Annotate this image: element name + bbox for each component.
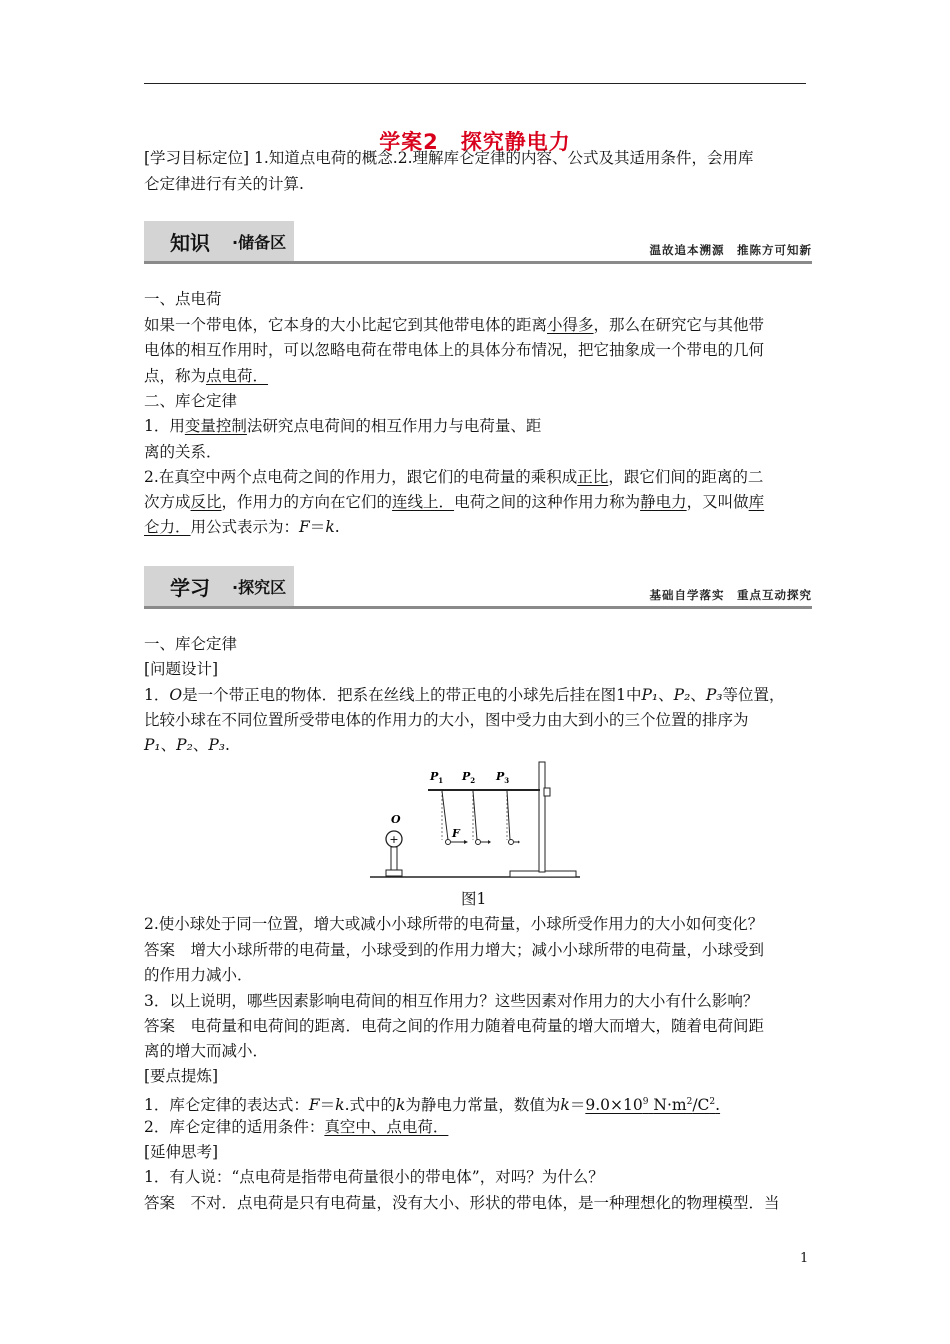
- label-extended-thinking: [延伸思考]: [144, 1143, 219, 1161]
- answer-blank: 连线上．: [392, 493, 455, 511]
- label-p1: $P_1$: [430, 770, 444, 785]
- stand-pole: [539, 762, 545, 872]
- heading-point-charge: 一、点电荷: [144, 290, 222, 308]
- label-key-points: [要点提炼]: [144, 1067, 219, 1085]
- ball-p3: [509, 840, 514, 845]
- figure-1-diagram: [370, 758, 580, 883]
- answer-blank: 静电力: [640, 493, 687, 511]
- banner-subtitle: ·储备区: [232, 233, 287, 252]
- answer-blank: 反比: [190, 493, 222, 511]
- banner-rule: [144, 261, 812, 264]
- paragraph-line: 比较小球在不同位置所受带电体的作用力的大小，图中受力由大到小的三个位置的排序为: [144, 711, 749, 729]
- thread-3: [507, 791, 510, 840]
- answer-blank: 正比: [577, 468, 609, 486]
- answer-line: 答案 电荷量和电荷间的距离．电荷之间的作用力随着电荷量的增大而增大，随着电荷间距: [144, 1017, 765, 1035]
- arrow-head-icon: [464, 840, 468, 844]
- paragraph-line: 3．以上说明，哪些因素影响电荷间的相互作用力？这些因素对作用力的大小有什么影响？: [144, 992, 759, 1010]
- arrow-head-icon: [488, 840, 491, 844]
- paragraph-line: 仑力．用公式表示为：F＝k.: [144, 518, 340, 536]
- heading-coulomb-law-2: 一、库仑定律: [144, 635, 238, 653]
- thread-1: [442, 791, 448, 840]
- paragraph-line: 1．O是一个带正电的物体．把系在丝线上的带正电的小球先后挂在图1中P₁、P₂、P₃等位置，: [144, 686, 785, 704]
- label-force-F: F: [452, 827, 460, 840]
- answer-blank: 变量控制: [184, 417, 247, 435]
- banner-title: 知识: [170, 231, 210, 255]
- banner-slogan: 温故追本溯源 推陈方可知新: [649, 243, 812, 257]
- clamp: [544, 788, 550, 796]
- paragraph-line: 1．用变量控制法研究点电荷间的相互作用力与电荷量、距: [144, 417, 542, 435]
- answer-line: 答案 不对．点电荷是只有电荷量，没有大小、形状的带电体，是一种理想化的物理模型．当: [144, 1194, 780, 1212]
- label-p2: $P_2$: [462, 770, 476, 785]
- objectives-line-2: 仑定律进行有关的计算.: [144, 175, 304, 193]
- answer-blank: 库: [748, 493, 765, 511]
- paragraph-line: 1．库仑定律的表达式：F＝k.式中的k为静电力常量，数值为$k=9.0\times 10^9$ $N\cdot m^2/C^2$.: [144, 1096, 721, 1115]
- answer-blank: 小得多: [547, 316, 594, 334]
- paragraph-line: 次方成反比，作用力的方向在它们的连线上．电荷之间的这种作用力称为静电力，又叫做库: [144, 493, 765, 511]
- label-problem-design: [问题设计]: [144, 660, 219, 678]
- answer-blank: 仑力．: [144, 518, 191, 536]
- arrow-head-icon: [518, 841, 520, 844]
- paragraph-line: 2.使小球处于同一位置，增大或减小小球所带的电荷量，小球所受作用力的大小如何变化？: [144, 915, 764, 933]
- paragraph-line: 离的关系．: [144, 443, 222, 461]
- answer-line: 的作用力减小．: [144, 966, 253, 984]
- ball-p1: [446, 840, 451, 845]
- page-title: 学案2 探究静电力: [379, 130, 571, 154]
- label-O: O: [391, 813, 401, 826]
- insulating-rod: [391, 847, 397, 871]
- ball-p2: [476, 840, 481, 845]
- page-number: 1: [800, 1251, 809, 1266]
- answer-blank: 真空中、点电荷．: [324, 1118, 449, 1136]
- section-banner-study: [144, 566, 812, 610]
- banner-slogan: 基础自学落实 重点互动探究: [649, 588, 812, 602]
- banner-title: 学习: [170, 576, 210, 600]
- banner-subtitle: ·探究区: [232, 578, 287, 597]
- sphere-base: [386, 870, 402, 876]
- paragraph-line: P₁、P₂、P₃.: [144, 736, 230, 754]
- paragraph-line: 如果一个带电体，它本身的大小比起它到其他带电体的距离小得多，那么在研究它与其他带: [144, 316, 765, 334]
- answer-line: 离的增大而减小．: [144, 1042, 269, 1060]
- objectives-line-1: [学习目标定位] 1.知道点电荷的概念.2.理解库仑定律的内容、公式及其适用条件，会用库: [144, 149, 754, 167]
- header-rule: [144, 83, 806, 84]
- plus-icon: +: [389, 833, 399, 846]
- label-p3: $P_3$: [496, 770, 510, 785]
- paragraph-line: 1．有人说：“点电荷是指带电荷量很小的带电体”，对吗？为什么？: [144, 1168, 604, 1186]
- paragraph-line: 2.在真空中两个点电荷之间的作用力，跟它们的电荷量的乘积成正比，跟它们间的距离的二: [144, 468, 764, 486]
- figure-caption: 图1: [461, 890, 487, 908]
- answer-blank: 点电荷．: [206, 367, 269, 385]
- answer-blank: $9.0\times 10^9$ $N\cdot m^2/C^2$.: [585, 1096, 721, 1115]
- banner-rule: [144, 606, 812, 609]
- paragraph-line: 电体的相互作用时，可以忽略电荷在带电体上的具体分布情况，把它抽象成一个带电的几何: [144, 341, 765, 359]
- paragraph-line: 点，称为点电荷．: [144, 367, 269, 385]
- answer-line: 答案 增大小球所带的电荷量，小球受到的作用力增大；减小小球所带的电荷量，小球受到: [144, 941, 765, 959]
- thread-2: [473, 791, 477, 840]
- section-banner-knowledge: [144, 221, 812, 265]
- heading-coulomb-law: 二、库仑定律: [144, 392, 238, 410]
- paragraph-line: 2．库仑定律的适用条件：真空中、点电荷．: [144, 1118, 449, 1136]
